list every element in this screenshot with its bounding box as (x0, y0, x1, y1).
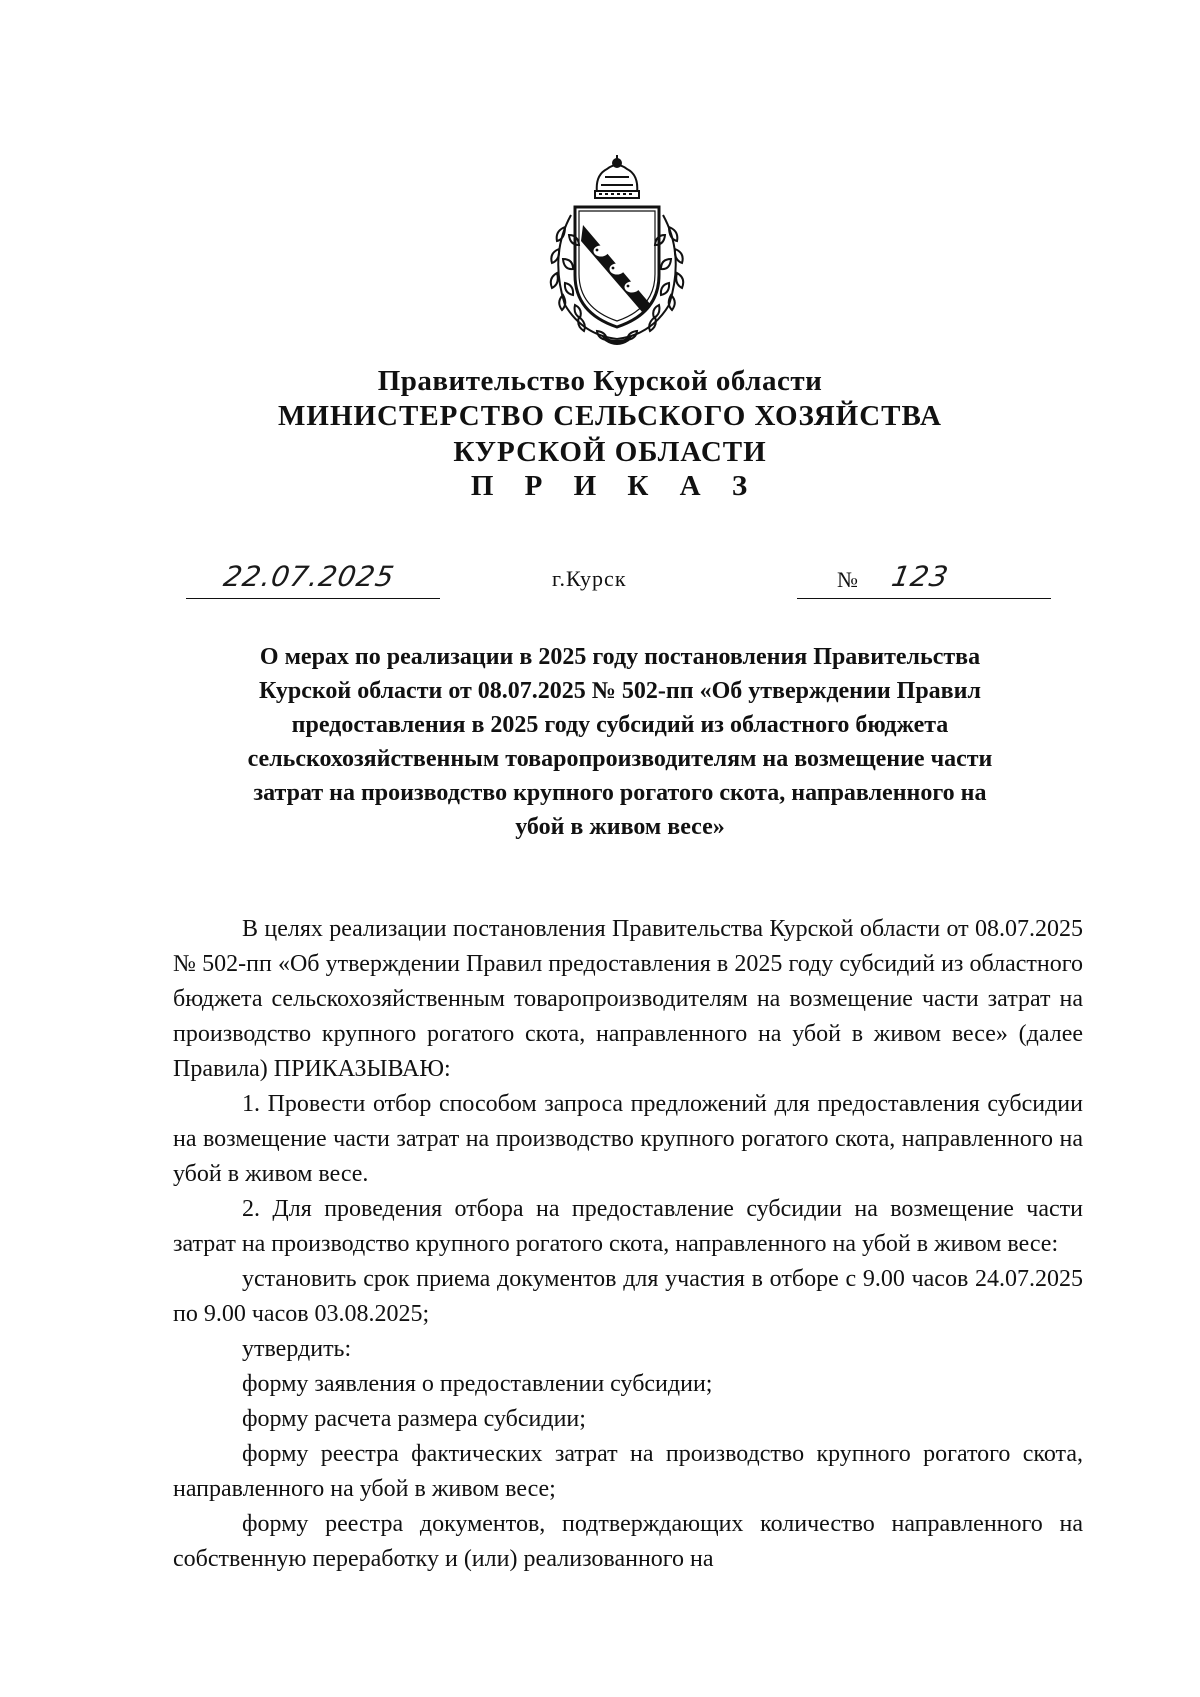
order-item-1: 1. Провести отбор способом запроса предложений для предоставления субсидии на возмещение части затрат на производство крупного рогатого скота, направленного на убой в живом весе. (173, 1091, 1083, 1187)
handwritten-date: 22.07.2025 (221, 560, 398, 593)
order-item-2-deadline: установить срок приема документов для участия в отборе с 9.00 часов 24.07.2025 по 9.00 часов 03.08.2025; (173, 1266, 1083, 1327)
order-item-2-approve: утвердить: (242, 1336, 352, 1362)
kursk-coat-of-arms-icon (535, 155, 700, 345)
intro-paragraph: В целях реализации постановления Правительства Курской области от 08.07.2025 № 502-пп «Об утверждении Правил предоставления в 2025 году субсидий из областного бюджета сельскохозяйственным товаропроизводителям на возмещение части затрат на производство крупного рогатого скота, направленного на убой в живом весе» (далее Правила) ПРИКАЗЫВАЮ: (173, 916, 1083, 1082)
ministry-name-line2: КУРСКОЙ ОБЛАСТИ (453, 436, 767, 468)
order-item-2: 2. Для проведения отбора на предоставление субсидии на возмещение части затрат на производство крупного рогатого скота, направленного на убой в живом весе: (173, 1196, 1083, 1257)
government-name: Правительство Курской области (377, 365, 823, 397)
title-line: затрат на производство крупного рогатого скота, направленного на (253, 780, 987, 806)
document-type: П Р И К А З (470, 470, 760, 502)
document-title (160, 640, 1080, 844)
title-line: О мерах по реализации в 2025 году постановления Правительства (259, 644, 981, 670)
city-label: г.Курск (552, 566, 627, 591)
order-item-2-form-application: форму заявления о предоставлении субсидии; (242, 1371, 713, 1397)
handwritten-number: 123 (889, 560, 952, 593)
document-body (173, 912, 1083, 1577)
number-field (797, 558, 1051, 599)
title-line: Курской области от 08.07.2025 № 502-пп «Об утверждении Правил (259, 678, 981, 704)
title-line: предоставления в 2025 году субсидий из областного бюджета (291, 712, 949, 738)
title-line: сельскохозяйственным товаропроизводителям на возмещение части (247, 746, 993, 772)
title-line: убой в живом весе» (515, 814, 725, 840)
date-field (186, 558, 440, 599)
order-item-2-form-docs-register: форму реестра документов, подтверждающих количество направленного на собственную переработку и (или) реализованного на (173, 1511, 1083, 1572)
ministry-name-line1: МИНИСТЕРСТВО СЕЛЬСКОГО ХОЗЯЙСТВА (278, 400, 942, 432)
number-sign: № (837, 567, 858, 592)
order-item-2-form-costs-register: форму реестра фактических затрат на производство крупного рогатого скота, направленного на убой в живом весе; (173, 1441, 1083, 1502)
order-item-2-form-calculation: форму расчета размера субсидии; (242, 1406, 586, 1432)
